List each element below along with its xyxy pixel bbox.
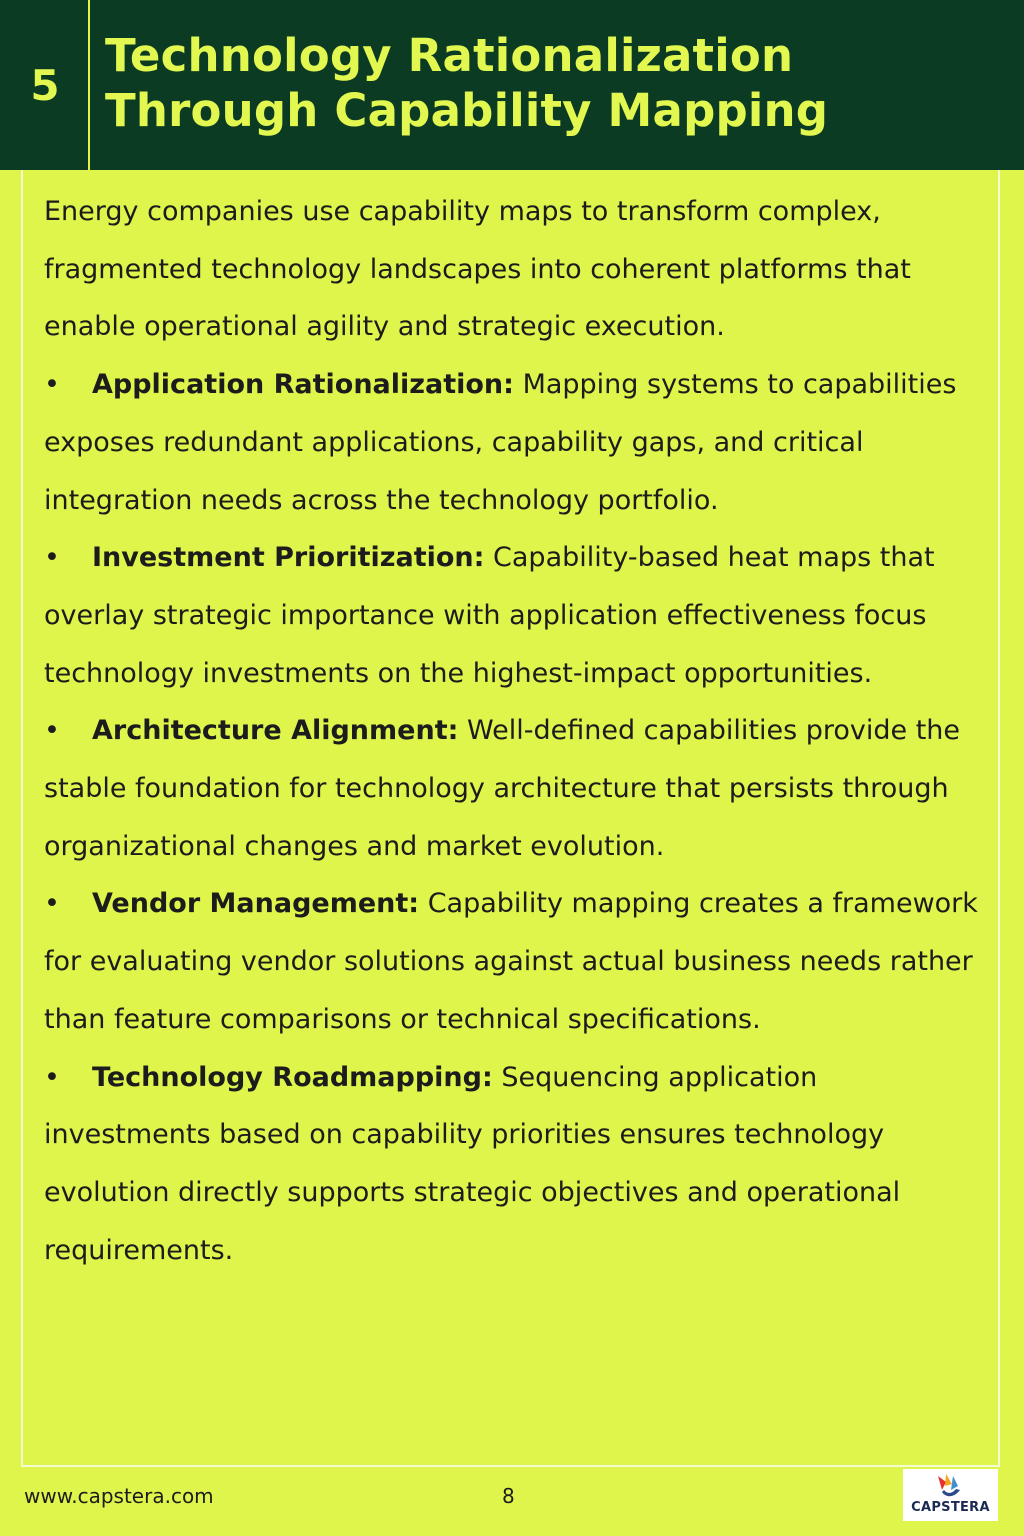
bullet-dot: • — [44, 542, 60, 574]
bullet-text: Capability mapping creates a framework for evaluating vendor solutions against actual business needs rather than feature comparisons or technical specifications. — [44, 888, 978, 1035]
bullet-item — [44, 875, 984, 1048]
bullet-term: Technology Roadmapping: — [92, 1061, 493, 1093]
bullet-text: Capability-based heat maps that overlay strategic importance with application effectiveness focus technology investments on the highest-impact opportunities. — [44, 542, 935, 689]
bullet-item — [44, 702, 984, 875]
bullet-term: Investment Prioritization: — [92, 542, 485, 574]
bullet-item — [44, 1049, 984, 1280]
logo-text: CAPSTERA — [911, 1500, 990, 1515]
capstera-logo — [903, 1469, 998, 1521]
bullet-dot: • — [44, 888, 60, 920]
header-divider — [88, 0, 90, 170]
bullet-dot: • — [44, 715, 60, 747]
bullet-text: Sequencing application investments based on capability priorities ensures technology evolution directly supports strategic objectives and operational requirements. — [44, 1061, 901, 1266]
header-bar — [0, 0, 1024, 170]
content-body — [44, 183, 984, 1279]
section-number: 5 — [30, 60, 60, 110]
page-number: 8 — [502, 1484, 515, 1508]
bullet-term: Architecture Alignment: — [92, 715, 459, 747]
bullet-item — [44, 356, 984, 529]
bullet-text: Mapping systems to capabilities exposes redundant applications, capability gaps, and critical integration needs across the technology portfolio. — [44, 369, 957, 516]
bullet-text: Well-defined capabilities provide the stable foundation for technology architecture that persists through organizational changes and market evolution. — [44, 715, 961, 862]
bullet-term: Vendor Management: — [92, 888, 420, 920]
page-title: Technology Rationalization Through Capability Mapping — [105, 29, 829, 137]
bullet-dot: • — [44, 1061, 60, 1093]
bullet-item — [44, 529, 984, 702]
bullet-term: Application Rationalization: — [92, 369, 514, 401]
intro-paragraph: Energy companies use capability maps to transform complex, fragmented technology landscapes into coherent platforms that enable operational agility and strategic execution. — [44, 196, 911, 343]
capstera-logo-icon — [934, 1472, 968, 1500]
footer-website-link[interactable]: www.capstera.com — [24, 1484, 214, 1508]
bullet-dot: • — [44, 369, 60, 401]
